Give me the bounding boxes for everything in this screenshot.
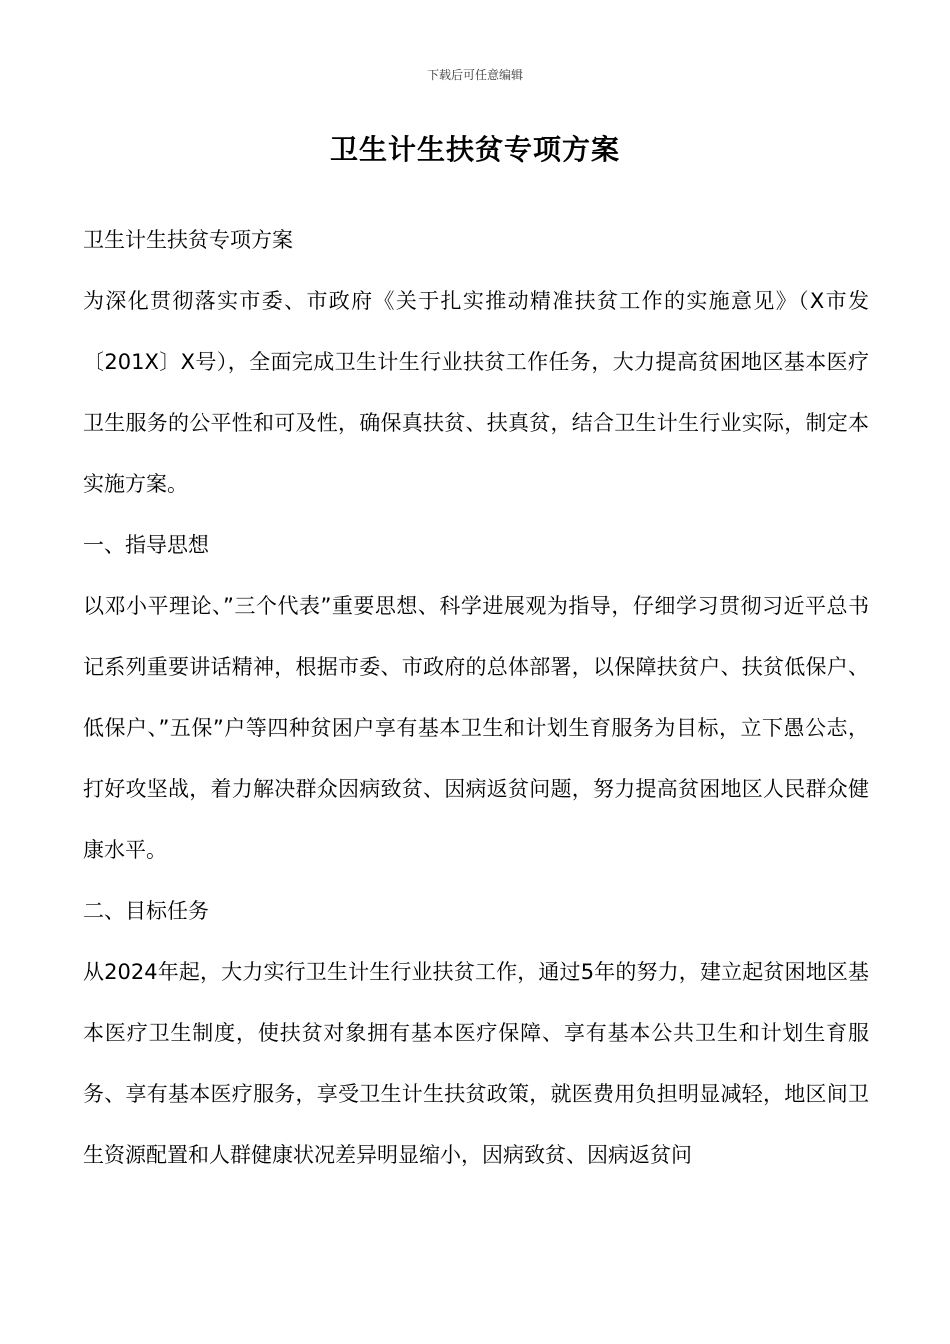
header-note: 下载后可任意编辑 [426, 68, 523, 82]
document-body [83, 210, 869, 1186]
section-heading-targets: 二、目标任务 [83, 899, 209, 923]
intro-paragraph: 为深化贯彻落实市委、市政府《关于扎实推动精准扶贫工作的实施意见》（X市发〔201X〕X号），全面完成卫生计生行业扶贫工作任务，大力提高贫困地区基本医疗卫生服务的公平性和可及性，确保真扶贫、扶真贫，结合卫生计生行业实际，制定本实施方案。 [83, 289, 869, 496]
section-heading-guiding-thought: 一、指导思想 [83, 533, 209, 557]
document-subtitle: 卫生计生扶贫专项方案 [83, 228, 293, 252]
targets-paragraph: 从2024年起，大力实行卫生计生行业扶贫工作，通过5年的努力，建立起贫困地区基本医疗卫生制度，使扶贫对象拥有基本医疗保障、享有基本公共卫生和计划生育服务、享有基本医疗服务，享受卫生计生扶贫政策，就医费用负担明显减轻，地区间卫生资源配置和人群健康状况差异明显缩小，因病致贫、因病返贫问 [83, 960, 869, 1167]
guiding-thought-paragraph: 以邓小平理论、”三个代表”重要思想、科学进展观为指导，仔细学习贯彻习近平总书记系列重要讲话精神，根据市委、市政府的总体部署，以保障扶贫户、扶贫低保户、低保户、”五保”户等四种贫困户享有基本卫生和计划生育服务为目标，立下愚公志，打好攻坚战，着力解决群众因病致贫、因病返贫问题，努力提高贫困地区人民群众健康水平。 [83, 594, 869, 862]
document-title: 卫生计生扶贫专项方案 [329, 133, 620, 166]
